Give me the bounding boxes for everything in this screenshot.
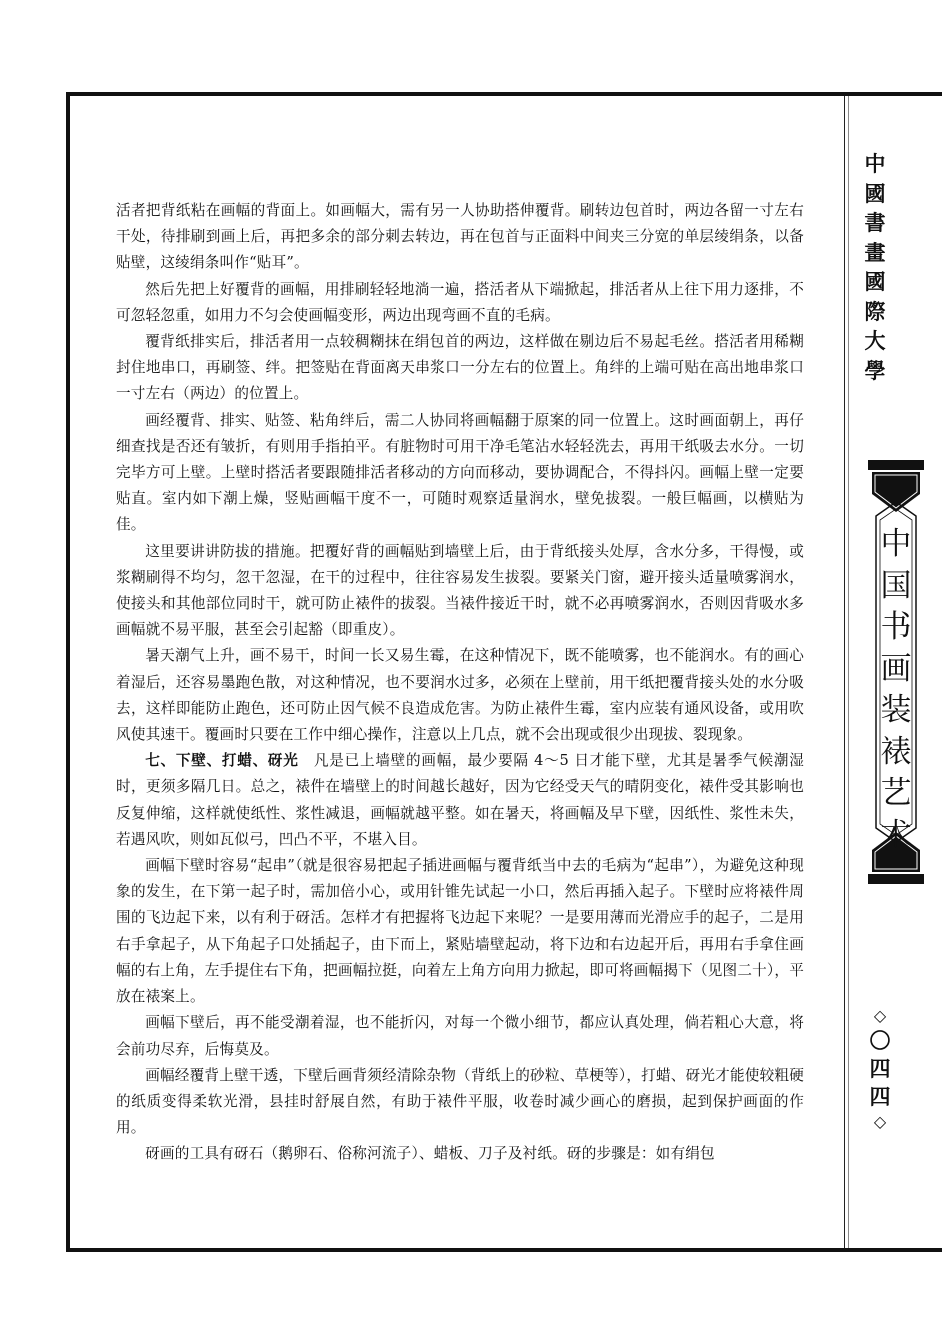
paragraph-10: 画幅经覆背上壁干透，下壁后画背须经清除杂物（背纸上的砂粒、草梗等），打蜡、砑光才能使较粗硬的纸质变得柔软光滑，县挂时舒展自然，有助于裱件平服，收卷时减少画心的磨损，起到保护画面的作用。 [116, 1066, 804, 1137]
margin-divider-inner [848, 96, 849, 1248]
series-title-char: 國 [864, 270, 886, 294]
diamond-icon: ◇ [873, 1006, 887, 1025]
book-title-char: 画 [880, 650, 912, 687]
paragraph-2: 然后先把上好覆背的画幅，用排刷轻轻地淌一遍，搭活者从下端掀起，排活者从上往下用力逐排，不可忽轻忽重，如用力不匀会使画幅变形，两边出现弯画不直的毛病。 [116, 280, 804, 324]
margin-divider [844, 96, 845, 1248]
paragraph-5: 这里要讲讲防拔的措施。把覆好背的画幅贴到墙壁上后，由于背纸接头处厚，含水分多，干得慢，或浆糊刷得不均匀，忽干忽湿，在干的过程中，往往容易发生拔裂。要紧关门窗，避开接头适量喷雾润水，使接头和其他部位同时干，就可防止裱件的拔裂。当裱件接近干时，就不必再喷雾润水，否则因背吸水多画幅就不易平服，甚至会引起豁（即重皮）。 [116, 542, 804, 639]
page-number-digit: 〇 [869, 1029, 891, 1053]
series-title-char: 大 [864, 329, 886, 353]
paragraph-3: 覆背纸排实后，排活者用一点较稠糊抹在绢包首的两边，这样做在剔边后不易起毛丝。搭活者用稀糊封住地串口，再刷签、绊。把签贴在背面离天串浆口一分左右的位置上。角绊的上端可贴在高出地串浆口一寸左右（两边）的位置上。 [116, 333, 804, 403]
paragraph-8: 画幅下壁时容易“起串”（就是很容易把起子插进画幅与覆背纸当中去的毛病为“起串”），为避免这种现象的发生，在下第一起子时，需加倍小心，或用针锥先试起一小口，然后再插入起子。下壁时应将裱件周围的飞边起下来，以有利于砑活。怎样才有把握将飞边起下来呢？一是要用薄而光滑应手的起子，二是用右手拿起子，从下角起子口处插起子，由下而上，紧贴墙壁起动，将下边和右边起开后，再用右手拿住画幅的右上角，左手提住右下角，把画幅拉挺，向着左上角方向用力掀起，即可将画幅揭下（见图二十），平放在裱案上。 [116, 857, 805, 1006]
book-title [870, 524, 922, 856]
series-title-char: 畫 [864, 240, 886, 265]
paragraph-11: 砑画的工具有砑石（鹅卵石、俗称河流子）、蜡板、刀子及衬纸。砑的步骤是：如有绢包 [145, 1145, 715, 1163]
frame-bar-top [868, 460, 924, 470]
paragraph-9: 画幅下壁后，再不能受潮着湿，也不能折闪，对每一个微小细节，都应认真处理，倘若粗心大意，将会前功尽弃，后悔莫及。 [116, 1014, 804, 1058]
book-title-char: 装 [880, 692, 912, 728]
book-title-char: 书 [880, 609, 912, 645]
section-heading: 七、下壁、打蜡、砑光 [145, 752, 299, 770]
page-number-digit: 四 [869, 1085, 891, 1109]
diamond-icon: ◇ [873, 1112, 887, 1131]
paragraph-6: 暑天潮气上升，画不易干，时间一长又易生霉，在这种情况下，既不能喷雾，也不能润水。有的画心着湿后，还容易墨跑色散，对这种情况，也不要润水过多，必须在上壁前，用干纸把覆背接头处的水分吸去，这样即能防止跑色，还可防止因气候不良造成危害。为防止裱件生霉，室内应装有通风设备，或用吹风使其速干。覆画时只要在工作中细心操作，注意以上几点，就不会出现或很少出现拔、裂现象。 [116, 647, 804, 744]
paragraph-7 [116, 748, 804, 853]
series-title-char: 際 [864, 299, 886, 324]
series-title-char: 書 [864, 211, 886, 235]
body-text [116, 198, 804, 1168]
series-title-char: 中 [864, 152, 886, 176]
page-number [864, 1005, 896, 1133]
book-title-char: 术 [880, 816, 912, 853]
book-title-char: 艺 [880, 775, 912, 811]
paragraph-4: 画经覆背、排实、贴签、粘角绊后，需二人协同将画幅翻于原案的同一位置上。这时画面朝上，再仔细查找是否还有皱折，有则用手指拍平。有脏物时可用干净毛笔沾水轻轻洗去，再用干纸吸去水分。一切完毕方可上壁。上壁时搭活者要跟随排活者移动的方向而移动，要协调配合，不得抖闪。画幅上壁一定要贴直。室内如下潮上燥，竖贴画幅干度不一，可随时观察适量润水，壁免拔裂。一般巨幅画，以横贴为佳。 [116, 411, 804, 534]
book-title-char: 裱 [880, 733, 912, 770]
book-title-char: 国 [880, 567, 912, 604]
series-title [858, 150, 892, 386]
series-title-char: 學 [864, 358, 886, 383]
page-number-digit: 四 [869, 1057, 891, 1081]
paragraph-1: 活者把背纸粘在画幅的背面上。如画幅大，需有另一人协助搭伸覆背。刷转边包首时，两边各留一寸左右干处，待排刷到画上后，再把多余的部分刺去转边，再在包首与正面料中间夹三分宽的单层绫绢条，以备贴壁，这绫绢条叫作“贴耳”。 [116, 202, 804, 272]
frame-bar-bottom [868, 874, 924, 884]
book-title-char: 中 [880, 526, 912, 562]
paragraph-7-text: 凡是已上墙壁的画幅，最少要隔 4～5 日才能下壁，尤其是暑季气候潮湿时，更须多隔几日。总之，裱件在墙壁上的时间越长越好，因为它经受天气的晴阴变化，裱件受其影响也反复伸缩，这样就使纸性、浆性减退，画幅就越平整。如在暑天，将画幅及早下壁，因纸性、浆性未失，若遇风吹，则如瓦似弓，凹凸不平，不堪入目。 [116, 752, 804, 848]
series-title-char: 國 [864, 181, 886, 206]
